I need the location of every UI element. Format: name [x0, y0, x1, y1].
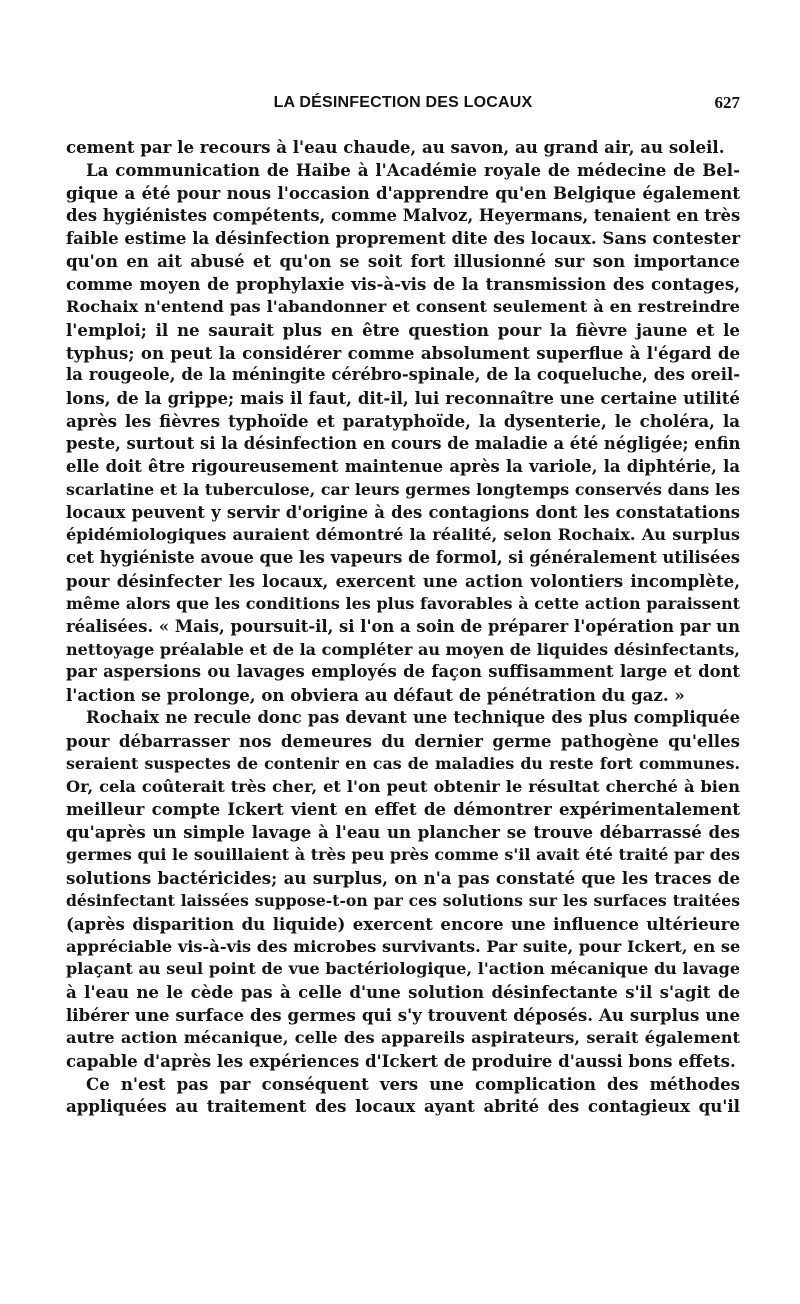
text-line: lons, de la grippe; mais il faut, dit-il, lui reconnaître une certaine utilité	[66, 388, 740, 409]
text-line: germes qui le souillaient à très peu près comme s'il avait été traité par des	[66, 845, 740, 865]
text-line: par aspersions ou lavages employés de façon suffisamment large et dont	[66, 662, 740, 682]
text-line: seraient suspectes de contenir en cas de maladies du reste fort communes.	[66, 753, 740, 773]
text-line: désinfectant laissées suppose-t-on par ces solutions sur les surfaces traitées	[66, 890, 740, 910]
text-line: pour désinfecter les locaux, exercent une action volontiers incomplète,	[66, 571, 740, 592]
text-line: la rougeole, de la méningite cérébro-spinale, de la coqueluche, des oreil-	[66, 365, 740, 385]
text-line: Or, cela coûterait très cher, et l'on peut obtenir le résultat cherché à bien	[66, 776, 740, 796]
text-line: cet hygiéniste avoue que les vapeurs de formol, si généralement utilisées	[66, 548, 740, 568]
text-line: solutions bactéricides; au surplus, on n'a pas constaté que les traces de	[66, 868, 740, 888]
text-line: Ce n'est pas par conséquent vers une complication des méthodes	[86, 1073, 740, 1094]
text-line: Rochaix ne recule donc pas devant une technique des plus compliquée	[86, 708, 740, 728]
text-line: plaçant au seul point de vue bactériologique, l'action mécanique du lavage	[66, 959, 740, 979]
text-line: typhus; on peut la considérer comme absolument superflue à l'égard de	[66, 342, 740, 363]
text-line: scarlatine et la tuberculose, car leurs germes longtemps conservés dans les	[66, 479, 740, 499]
running-head	[66, 92, 740, 114]
text-line: autre action mécanique, celle des appareils aspirateurs, serait également	[66, 1027, 740, 1047]
text-line: l'action se prolonge, on obviera au défaut de pénétration du gaz. »	[66, 685, 685, 706]
text-line: elle doit être rigoureusement maintenue après la variole, la diphtérie, la	[66, 456, 740, 476]
text-line: cement par le recours à l'eau chaude, au savon, au grand air, au soleil.	[66, 137, 725, 157]
text-line: réalisées. « Mais, poursuit-il, si l'on a soin de préparer l'opération par un	[66, 616, 740, 636]
body-text	[66, 136, 740, 1118]
text-line: nettoyage préalable et de la compléter au moyen de liquides désinfectants,	[66, 639, 740, 659]
text-line: épidémiologiques auraient démontré la réalité, selon Rochaix. Au surplus	[66, 525, 740, 545]
page-number: 627	[714, 93, 740, 112]
text-line: à l'eau ne le cède pas à celle d'une solution désinfectante s'il s'agit de	[66, 982, 740, 1003]
text-line: après les fièvres typhoïde et paratyphoïde, la dysenterie, le choléra, la	[66, 411, 740, 432]
text-line: qu'on en ait abusé et qu'on se soit fort illusionné sur son importance	[66, 251, 740, 272]
text-line: libérer une surface des germes qui s'y trouvent déposés. Au surplus une	[66, 1005, 740, 1026]
text-line: comme moyen de prophylaxie vis-à-vis de la transmission des contages,	[66, 274, 740, 295]
text-line: (après disparition du liquide) exercent encore une influence ultérieure	[66, 913, 740, 934]
text-line: La communication de Haibe à l'Académie royale de médecine de Bel-	[86, 159, 740, 180]
text-line: locaux peuvent y servir d'origine à des contagions dont les constatations	[66, 502, 740, 522]
text-line: Rochaix n'entend pas l'abandonner et consent seulement à en restreindre	[66, 296, 740, 316]
text-line: qu'après un simple lavage à l'eau un plancher se trouve débarrassé des	[66, 822, 740, 843]
running-head-title: LA DÉSINFECTION DES LOCAUX	[273, 94, 533, 111]
text-line: même alors que les conditions les plus favorables à cette action paraissent	[66, 593, 740, 613]
text-line: peste, surtout si la désinfection en cours de maladie a été négligée; enfin	[66, 433, 741, 453]
text-line: meilleur compte Ickert vient en effet de démontrer expérimentalement	[66, 799, 740, 820]
text-line: des hygiénistes compétents, comme Malvoz, Heyermans, tenaient en très	[66, 205, 741, 225]
text-line: faible estime la désinfection proprement dite des locaux. Sans contester	[66, 228, 741, 249]
text-line: appliquées au traitement des locaux ayant abrité des contagieux qu'il	[66, 1096, 740, 1117]
text-line: gique a été pour nous l'occasion d'apprendre qu'en Belgique également	[66, 182, 740, 203]
text-line: appréciable vis-à-vis des microbes survivants. Par suite, pour Ickert, en se	[66, 936, 741, 956]
text-line: pour débarrasser nos demeures du dernier germe pathogène qu'elles	[66, 730, 740, 751]
text-line: l'emploi; il ne saurait plus en être question pour la fièvre jaune et le	[66, 319, 740, 340]
text-line: capable d'après les expériences d'Ickert de produire d'aussi bons effets.	[66, 1050, 736, 1071]
